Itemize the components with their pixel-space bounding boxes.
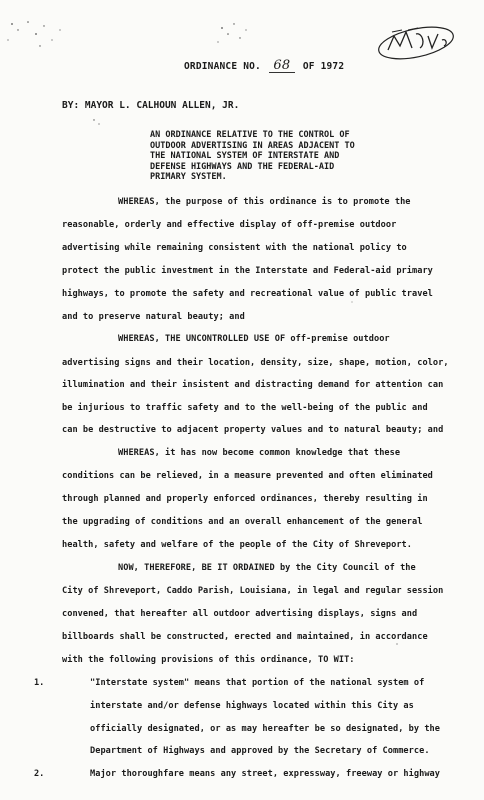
ordinance-number: 68 (269, 60, 295, 73)
body-line: illumination and their insistent and distracting demand for attention can (62, 380, 444, 390)
body-line: health, safety and welfare of the people of the City of Shreveport. (62, 540, 412, 550)
body-line: WHEREAS, the purpose of this ordinance is to promote the (118, 197, 411, 207)
body-line: billboards shall be constructed, erected and maintained, in accordance (62, 632, 428, 642)
item-number: 1. (34, 678, 45, 688)
body-line: convened, that hereafter all outdoor advertising displays, signs and (62, 609, 418, 619)
caption-line: AN ORDINANCE RELATIVE TO THE CONTROL OF (150, 130, 350, 140)
body-line: WHEREAS, it has now become common knowledge that these (118, 448, 401, 458)
body-line: can be destructive to adjacent property values and to natural beauty; and (62, 425, 444, 435)
body-line: WHEREAS, THE UNCONTROLLED USE OF off-premise outdoor (118, 334, 390, 344)
ordinance-caption (150, 130, 410, 183)
body-line: officially designated, or as may hereafter be so designated, by the (90, 724, 440, 734)
title-prefix: ORDINANCE NO. (184, 61, 261, 72)
body-line: NOW, THEREFORE, BE IT ORDAINED by the City Council of the (118, 563, 416, 573)
title-suffix: OF 1972 (302, 61, 345, 72)
body-line: advertising signs and their location, density, size, shape, motion, color, (62, 358, 449, 368)
body-line: be injurious to traffic safety and to the well-being of the public and (62, 403, 428, 413)
handwritten-initials-stamp (372, 22, 458, 64)
body-line: advertising while remaining consistent with the national policy to (62, 243, 407, 253)
ordinance-title (184, 60, 344, 73)
body-line: through planned and properly enforced ordinances, thereby resulting in (62, 494, 428, 504)
body-line: highways, to promote the safety and recreational value of public travel (62, 289, 433, 299)
body-line: protect the public investment in the Interstate and Federal-aid primary (62, 266, 433, 276)
body-line: City of Shreveport, Caddo Parish, Louisiana, in legal and regular session (62, 586, 444, 596)
caption-line: PRIMARY SYSTEM. (150, 172, 227, 182)
caption-line: THE NATIONAL SYSTEM OF INTERSTATE AND (150, 151, 340, 161)
caption-line: DEFENSE HIGHWAYS AND THE FEDERAL-AID (150, 161, 335, 172)
body-line: interstate and/or defense highways located within this City as (90, 701, 414, 711)
item-number: 2. (34, 769, 45, 779)
body-line: reasonable, orderly and effective display of off-premise outdoor (62, 220, 397, 230)
body-line: and to preserve natural beauty; and (62, 312, 245, 322)
body-line: "Interstate system" means that portion of the national system of (90, 678, 425, 688)
byline: BY: MAYOR L. CALHOUN ALLEN, JR. (62, 100, 240, 111)
caption-line: OUTDOOR ADVERTISING IN AREAS ADJACENT TO (150, 140, 355, 151)
body-line: the upgrading of conditions and an overall enhancement of the general (62, 517, 423, 527)
body-line: conditions can be relieved, in a measure prevented and often eliminated (62, 471, 433, 481)
body-line: with the following provisions of this ordinance, TO WIT: (62, 655, 355, 665)
body-line: Department of Highways and approved by the Secretary of Commerce. (90, 746, 430, 756)
body-line: Major thoroughfare means any street, expressway, freeway or highway (90, 769, 440, 779)
